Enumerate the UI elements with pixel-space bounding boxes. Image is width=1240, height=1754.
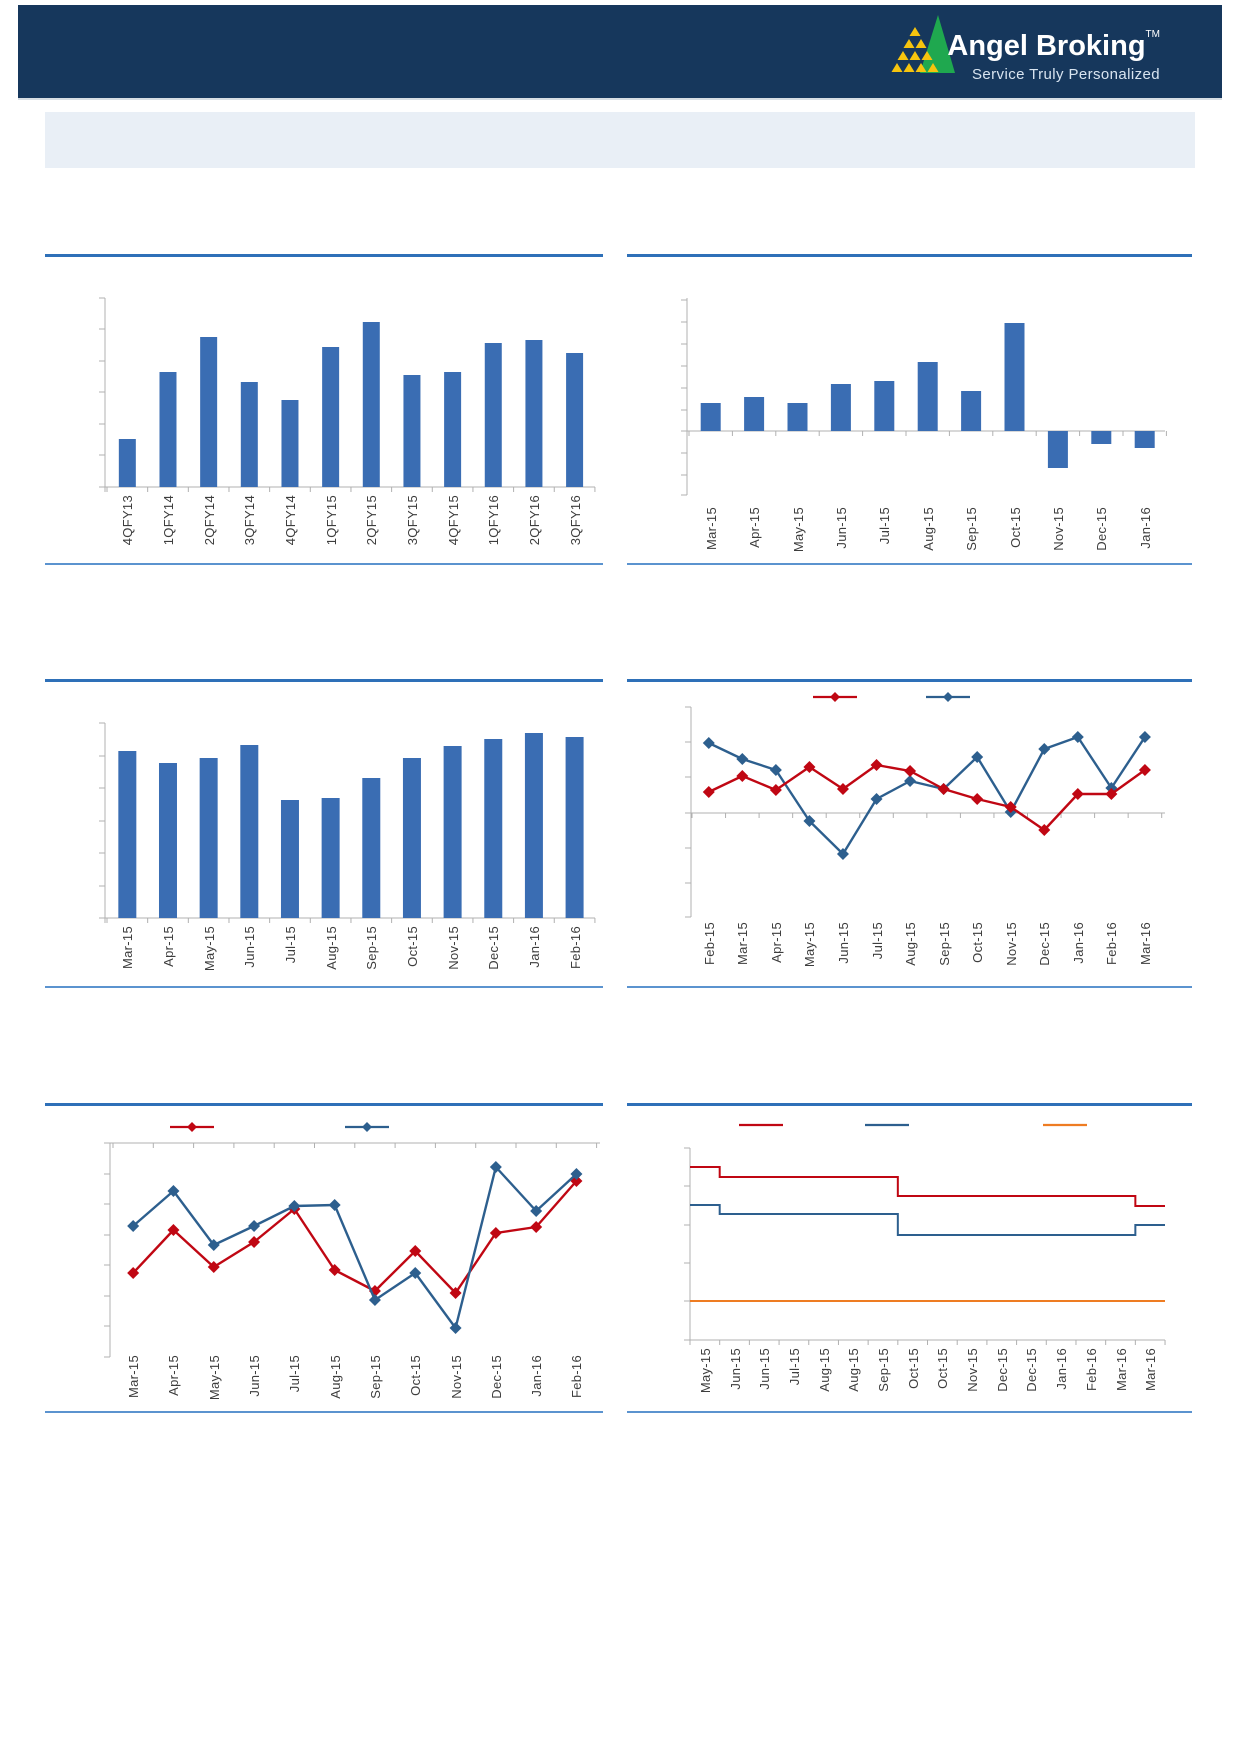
x-axis-label: 2QFY14: [201, 495, 217, 546]
x-axis-label: Dec-15: [488, 1355, 504, 1399]
x-axis-label: 1QFY14: [160, 495, 176, 546]
data-point-diamond: [1072, 731, 1084, 743]
bar-positive: [831, 384, 851, 431]
x-axis-label: Mar-15: [120, 926, 136, 969]
x-axis-label: Nov-15: [448, 1355, 464, 1399]
bar: [566, 737, 584, 918]
bar-negative: [1048, 431, 1068, 468]
x-axis-label: 4QFY15: [445, 495, 461, 546]
x-axis-label: Apr-15: [747, 507, 763, 548]
x-axis-label: Mar-16: [1143, 1348, 1159, 1391]
step-series-line: [690, 1205, 1165, 1235]
x-axis-label: Feb-16: [1104, 922, 1120, 965]
data-point-diamond: [703, 786, 715, 798]
data-point-diamond: [904, 765, 916, 777]
x-axis-label: Jun-15: [727, 1348, 743, 1390]
x-axis-label: Dec-15: [1037, 922, 1053, 966]
x-axis-label: Sep-15: [964, 507, 980, 551]
bar: [363, 322, 380, 487]
trademark-mark: TM: [1145, 29, 1160, 40]
x-axis-label: Apr-15: [160, 926, 176, 967]
bar: [281, 400, 298, 487]
bar-negative: [1135, 431, 1155, 448]
x-axis-label: Sep-15: [364, 926, 380, 970]
data-point-diamond: [1038, 743, 1050, 755]
x-axis-label: Oct-15: [905, 1348, 921, 1389]
x-axis-label: Jun-15: [757, 1348, 773, 1390]
bar: [444, 746, 462, 918]
x-axis-label: 2QFY15: [364, 495, 380, 546]
x-axis-label: May-15: [802, 922, 818, 968]
x-axis-label: 4QFY14: [282, 495, 298, 546]
bar: [200, 337, 217, 487]
x-axis-label: Feb-16: [567, 926, 583, 969]
bar-positive: [1005, 323, 1025, 431]
series-line: [133, 1181, 576, 1293]
x-axis-label: 2QFY16: [526, 495, 542, 546]
bar-positive: [744, 397, 764, 431]
x-axis-label: Dec-15: [994, 1348, 1010, 1392]
x-axis-label: Dec-15: [1094, 507, 1110, 551]
x-axis-label: Jul-15: [282, 926, 298, 964]
x-axis-label: Jun-15: [833, 507, 849, 549]
x-axis-label: Apr-15: [768, 922, 784, 963]
x-axis-label: Aug-15: [327, 1355, 343, 1399]
x-axis-label: 4QFY13: [120, 495, 136, 546]
x-axis-label: Mar-15: [126, 1355, 142, 1398]
data-point-diamond: [187, 1122, 197, 1132]
x-axis-label: Oct-15: [935, 1348, 951, 1389]
x-axis-label: Sep-15: [875, 1348, 891, 1392]
x-axis-label: Jul-15: [287, 1355, 303, 1393]
x-axis-label: Feb-16: [569, 1355, 585, 1398]
bar: [159, 763, 177, 918]
data-point-diamond: [248, 1220, 260, 1232]
x-axis-label: Oct-15: [404, 926, 420, 967]
x-axis-label: Apr-15: [166, 1355, 182, 1396]
x-axis-label: Jan-16: [526, 926, 542, 968]
x-axis-label: Oct-15: [408, 1355, 424, 1396]
data-point-diamond: [362, 1122, 372, 1132]
bar: [525, 340, 542, 487]
data-point-diamond: [329, 1199, 341, 1211]
bar: [403, 758, 421, 918]
x-axis-label: Feb-15: [701, 922, 717, 965]
bar-positive: [701, 403, 721, 431]
x-axis-label: May-15: [697, 1348, 713, 1394]
x-axis-label: Jan-16: [529, 1355, 545, 1397]
x-axis-label: Aug-15: [846, 1348, 862, 1392]
x-axis-label: Nov-15: [965, 1348, 981, 1392]
bar: [444, 372, 461, 487]
series-line: [133, 1167, 576, 1328]
bar: [566, 353, 583, 487]
bar: [403, 375, 420, 487]
bar: [484, 739, 502, 918]
bar: [159, 372, 176, 487]
x-axis-label: Aug-15: [920, 507, 936, 551]
x-axis-label: Sep-15: [936, 922, 952, 966]
bar: [200, 758, 218, 918]
x-axis-label: Jul-15: [877, 507, 893, 545]
x-axis-label: Jul-15: [869, 922, 885, 960]
data-point-diamond: [736, 753, 748, 765]
data-point-diamond: [1139, 731, 1151, 743]
bar-positive: [918, 362, 938, 431]
brand-name: Angel Broking: [947, 30, 1146, 62]
bar: [241, 382, 258, 487]
data-point-diamond: [830, 692, 840, 702]
x-axis-label: May-15: [790, 507, 806, 553]
x-axis-label: May-15: [206, 1355, 222, 1401]
x-axis-label: 1QFY15: [323, 495, 339, 546]
step-series-line: [690, 1167, 1165, 1206]
data-point-diamond: [736, 770, 748, 782]
x-axis-label: Mar-15: [735, 922, 751, 965]
bar: [240, 745, 258, 918]
x-axis-label: Aug-15: [816, 1348, 832, 1392]
bar: [119, 439, 136, 487]
x-axis-label: Mar-16: [1113, 1348, 1129, 1391]
x-axis-label: Jan-16: [1054, 1348, 1070, 1390]
x-axis-label: Jun-15: [242, 926, 258, 968]
data-point-diamond: [770, 764, 782, 776]
bar: [322, 798, 340, 918]
x-axis-label: Jan-16: [1137, 507, 1153, 549]
x-axis-label: Oct-15: [1007, 507, 1023, 548]
data-point-diamond: [871, 793, 883, 805]
x-axis-label: 3QFY14: [242, 495, 258, 546]
x-axis-label: Aug-15: [323, 926, 339, 970]
bar-positive: [874, 381, 894, 431]
data-point-diamond: [703, 737, 715, 749]
bar: [485, 343, 502, 487]
x-axis-label: Mar-15: [703, 507, 719, 550]
x-axis-label: Jun-15: [247, 1355, 263, 1397]
x-axis-label: Nov-15: [1003, 922, 1019, 966]
x-axis-label: 1QFY16: [486, 495, 502, 546]
x-axis-label: Mar-16: [1137, 922, 1153, 965]
x-axis-label: Sep-15: [367, 1355, 383, 1399]
brand-tagline: Service Truly Personalized: [972, 66, 1160, 83]
bar: [362, 778, 380, 918]
x-axis-label: Feb-16: [1083, 1348, 1099, 1391]
x-axis-label: May-15: [201, 926, 217, 972]
bar-negative: [1091, 431, 1111, 444]
x-axis-label: Aug-15: [903, 922, 919, 966]
x-axis-label: Dec-15: [1024, 1348, 1040, 1392]
x-axis-label: Jul-15: [786, 1348, 802, 1386]
bar: [118, 751, 136, 918]
data-point-diamond: [943, 692, 953, 702]
x-axis-label: Jun-15: [835, 922, 851, 964]
data-point-diamond: [971, 793, 983, 805]
bar: [525, 733, 543, 918]
x-axis-label: 3QFY16: [567, 495, 583, 546]
x-axis-label: Oct-15: [970, 922, 986, 963]
bar: [322, 347, 339, 487]
bar-positive: [961, 391, 981, 431]
bar: [281, 800, 299, 918]
x-axis-label: Nov-15: [1050, 507, 1066, 551]
bar-positive: [788, 403, 808, 431]
x-axis-label: Nov-15: [445, 926, 461, 970]
x-axis-label: 3QFY15: [404, 495, 420, 546]
x-axis-label: Jan-16: [1070, 922, 1086, 964]
x-axis-label: Dec-15: [486, 926, 502, 970]
